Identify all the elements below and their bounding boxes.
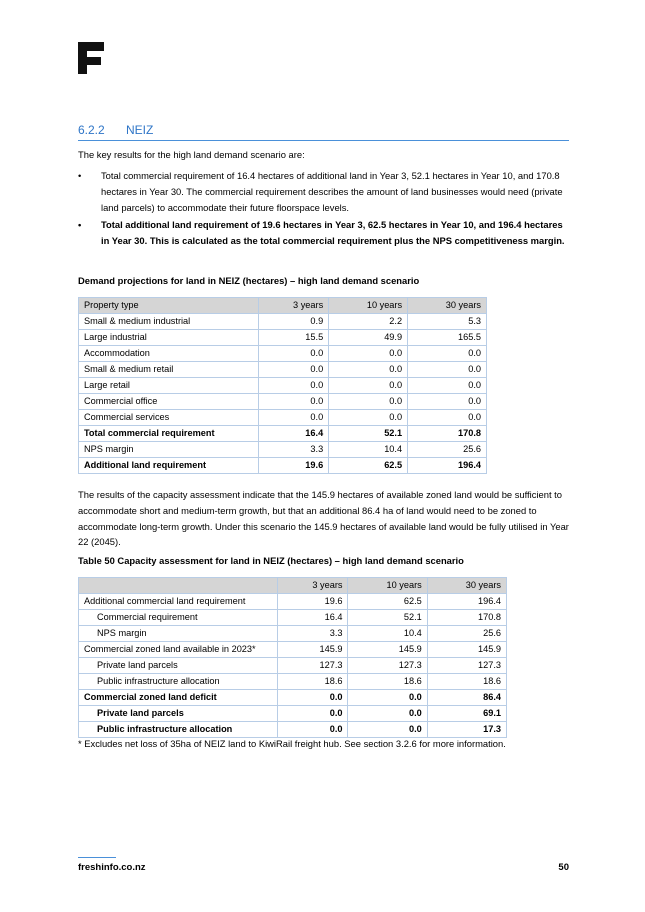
section-title: NEIZ (126, 123, 154, 137)
table-row: Commercial services 0.0 0.0 0.0 (79, 410, 487, 426)
table-row: Private land parcels 127.3 127.3 127.3 (79, 658, 507, 674)
list-item: • Total commercial requirement of 16.4 hectares of additional land in Year 3, 52.1 hectares in Year 10, and 170.8 hectares in Year 30. The commercial requirement describes the amount of land businesses would need (private land parcels) to accommodate their future floorspace levels. (78, 170, 563, 213)
key-results-list (78, 168, 569, 251)
table-header-row: 3 years 10 years 30 years (79, 578, 507, 594)
section-heading (78, 123, 569, 141)
footer-divider (78, 857, 116, 858)
table-row: Additional land requirement 19.6 62.5 196.4 (79, 458, 487, 474)
table-row: Commercial zoned land available in 2023* 145.9 145.9 145.9 (79, 642, 507, 658)
table-row: Commercial requirement 16.4 52.1 170.8 (79, 610, 507, 626)
list-item: • Total additional land requirement of 19.6 hectares in Year 3, 62.5 hectares in Year 10, and 196.4 hectares in Year 30. This is calculated as the total commercial requirement plus the NPS competitiveness margin. (78, 219, 565, 247)
table-row: Commercial office 0.0 0.0 0.0 (79, 394, 487, 410)
page-number: 50 (558, 862, 569, 873)
company-logo (78, 42, 104, 74)
table-row: Small & medium retail 0.0 0.0 0.0 (79, 362, 487, 378)
table1-caption: Demand projections for land in NEIZ (hectares) – high land demand scenario (78, 275, 420, 286)
capacity-assessment-table (78, 577, 507, 738)
table-row: Large industrial 15.5 49.9 165.5 (79, 330, 487, 346)
section-number: 6.2.2 (78, 123, 105, 137)
table-header-row: Property type 3 years 10 years 30 years (79, 298, 487, 314)
demand-projections-table (78, 297, 487, 474)
table-row: Small & medium industrial 0.9 2.2 5.3 (79, 314, 487, 330)
table-footnote: * Excludes net loss of 35ha of NEIZ land to KiwiRail freight hub. See section 3.2.6 for more information. (78, 738, 506, 749)
table-row: NPS margin 3.3 10.4 25.6 (79, 626, 507, 642)
table-row: Large retail 0.0 0.0 0.0 (79, 378, 487, 394)
intro-text: The key results for the high land demand scenario are: (78, 149, 305, 160)
table-row: Commercial zoned land deficit 0.0 0.0 86.4 (79, 690, 507, 706)
table-row: NPS margin 3.3 10.4 25.6 (79, 442, 487, 458)
table-row: Private land parcels 0.0 0.0 69.1 (79, 706, 507, 722)
capacity-paragraph: The results of the capacity assessment indicate that the 145.9 hectares of available zoned land would be sufficient to accommodate short and medium-term growth, but that an additional 86.4 ha of land would need to be zoned to accommodate long-term growth. Under this scenario the 145.9 hectares of available land would be fully utilised in Year 22 (2045). (78, 489, 569, 548)
footer-site: freshinfo.co.nz (78, 862, 146, 873)
table-row: Total commercial requirement 16.4 52.1 170.8 (79, 426, 487, 442)
table-row: Accommodation 0.0 0.0 0.0 (79, 346, 487, 362)
table-row: Public infrastructure allocation 0.0 0.0 17.3 (79, 722, 507, 738)
table2-caption: Table 50 Capacity assessment for land in NEIZ (hectares) – high land demand scenario (78, 555, 464, 566)
table-row: Public infrastructure allocation 18.6 18.6 18.6 (79, 674, 507, 690)
table-row: Additional commercial land requirement 19.6 62.5 196.4 (79, 594, 507, 610)
